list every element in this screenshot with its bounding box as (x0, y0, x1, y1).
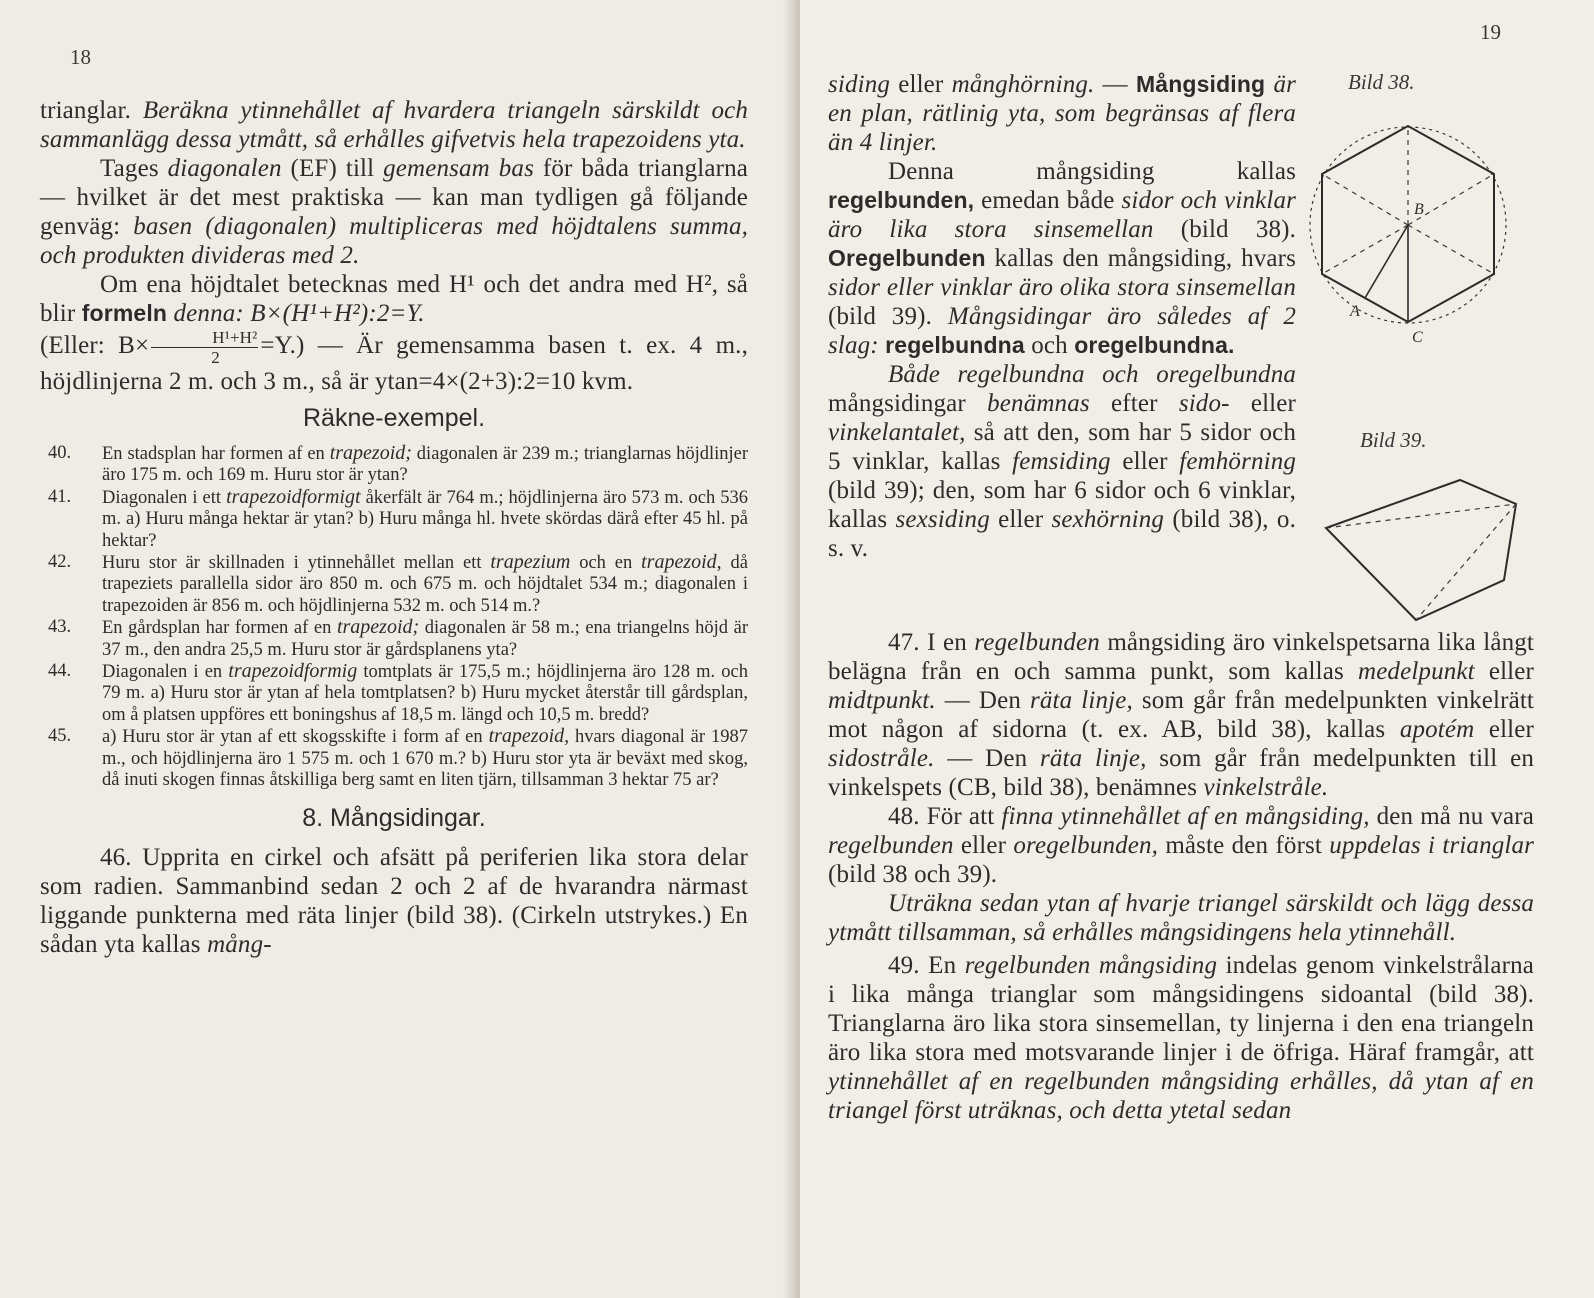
text-run: så att den, som har 5 sidor och 5 vinklar, kallas (828, 419, 1296, 475)
text-run-italic: sidostråle. (828, 745, 935, 772)
text-run: En gårdsplan har formen af en (102, 618, 337, 639)
figure-39-pentagon (1320, 470, 1540, 630)
text-run: eller (989, 506, 1052, 533)
text-run-italic: sido- (1178, 390, 1230, 417)
text-run: åkerfält är 764 m.; höjdlinjerna äro 573 m. och 536 m. a) Huru många hektar är ytan? b) Huru många hl. hvete skördas därå efter 45 hl. på hektar? (102, 487, 748, 551)
text-run: (EF) till (281, 155, 384, 182)
text-run-bold: Oregelbunden (828, 245, 986, 271)
apothem-AB (1365, 225, 1408, 298)
figure-38-hexagon (1290, 110, 1530, 350)
text-run-italic: sidor eller vinklar äro olika stora sinsemellan (828, 274, 1296, 301)
paragraph-regular (828, 157, 1296, 360)
text-run: =Y.) — Är gemensamma basen t. ex. 4 m., höjdlinjerna 2 m. och 3 m., så är ytan=4×(2+3):2=10 kvm. (40, 332, 748, 395)
text-run: och en (570, 553, 642, 574)
text-run: — Den (934, 745, 1040, 772)
text-run-italic: trapezoidformig (228, 660, 358, 683)
text-run-italic: femhörning (1179, 448, 1296, 475)
text-run-italic: medelpunkt (1357, 658, 1475, 685)
text-run-italic: trapezoid; (336, 616, 420, 639)
text-run-italic: räta linje, (1030, 687, 1133, 714)
exercise-item (40, 487, 748, 552)
paragraph-48-rule: Uträkna sedan ytan af hvarje triangel särskildt och lägg dessa ytmått tillsamman, så erhålles mångsidingens hela ytinnehåll. (828, 890, 1534, 946)
text-run-italic: apotém (1399, 716, 1475, 743)
exercise-number: 41. (48, 486, 72, 507)
right-page-text-wide (828, 628, 1534, 1125)
text-run: hvars diagonal är 1987 m., och höjdlinjerna äro 1 575 m. och 1 670 m.? b) Huru stor yta är beväxt med skog, då inuti skogen finnas åtskilliga berg samt en liten tjärn, tillsamman 3 hektar 75 ar? (102, 727, 748, 791)
exercise-list (40, 443, 748, 792)
text-run: efter (1089, 390, 1179, 417)
page-number-left: 18 (70, 45, 91, 69)
text-run: som går från medelpunkten vinkelrätt mot någon af sidorna (t. ex. AB, bild 38), kallas (828, 687, 1535, 743)
text-run: En stadsplan har formen af en (102, 444, 330, 464)
heading-exercises: Räkne-exempel. (302, 404, 486, 432)
text-run-italic: trapezoid, (488, 725, 570, 748)
text-run: den må nu vara (1369, 803, 1534, 830)
formula-text: denna: B×(H¹+H²):2=Y. (167, 300, 425, 327)
text-run-italic: finna ytinnehållet af en mångsiding, (1001, 803, 1370, 830)
exercise-item (40, 443, 748, 487)
text-run: Tages (100, 155, 168, 182)
text-run: (bild 38), o. s. v. (828, 506, 1296, 562)
pentagon-outline (1326, 480, 1516, 620)
fraction-numerator: H¹+H² (151, 328, 258, 348)
text-run: trianglar. (40, 97, 143, 124)
text-run-italic: trapezium (490, 551, 571, 574)
exercise-item (40, 726, 748, 791)
paragraph-intro (40, 96, 748, 154)
exercise-number: 45. (48, 726, 72, 747)
text-run: eller (1229, 390, 1297, 417)
heading-section: 8. Mångsidingar. (302, 803, 486, 832)
paragraph-diagonal (40, 154, 748, 270)
text-run: — (1094, 71, 1136, 98)
text-run-italic: Mångsidingar äro således af 2 slag: (828, 303, 1296, 359)
left-page-text (40, 96, 748, 959)
paragraph-naming (828, 360, 1296, 563)
text-run-italic: vinkelstråle. (1203, 774, 1329, 801)
text-run-bold: regelbunden, (828, 187, 975, 213)
fraction (151, 328, 258, 367)
text-run: (bild 39); den, som har 6 sidor och 6 vinklar, kallas (828, 477, 1296, 533)
text-run: måste den först (1158, 832, 1330, 859)
text-run: emedan både (974, 187, 1122, 214)
exercise-item (40, 661, 748, 726)
text-run: Denna mångsiding kallas (888, 158, 1296, 185)
paragraph-46 (40, 843, 748, 959)
text-run: 46. Upprita en cirkel och afsätt på periferien lika stora delar som radien. Sammanbind sedan 2 och 2 af de hvarandra närmast liggande punkterna med räta linjer (bild 38). (Cirkeln utstrykes.) En sådan yta kallas (40, 843, 748, 958)
figure-39-caption: Bild 39. (1360, 428, 1427, 452)
text-run-italic: femsiding (1012, 448, 1111, 475)
exercise-number: 40. (48, 443, 72, 463)
text-run-italic: trapezoidformigt (226, 485, 361, 508)
text-run-italic: sidor och vinklar äro lika stora sinsemellan (828, 187, 1296, 243)
text-run-bold: Mångsiding (1135, 71, 1266, 97)
text-run: 49. En (888, 952, 965, 979)
text-run-italic: sexhörning (1051, 506, 1165, 533)
text-run: Diagonalen i en (102, 662, 229, 683)
text-run-italic: Både regelbundna och oregelbundna (888, 361, 1296, 388)
text-run-italic: basen (diagonalen) multipliceras med höjdtalens summa, och produkten divideras med 2. (40, 213, 748, 269)
text-run: eller (1474, 658, 1534, 685)
right-page-text-narrow (828, 70, 1296, 563)
text-run: (Eller: B× (40, 332, 150, 360)
exercise-item (40, 552, 748, 617)
text-run: mångsiding äro vinkelspetsarna lika långt belägna från en och samma punkt, som kallas (828, 629, 1534, 685)
text-run-italic: oregelbunden, (1013, 832, 1159, 859)
paragraph-formula (40, 270, 748, 396)
text-run: Om ena höjdtalet betecknas med H¹ och det andra med H², så blir (40, 271, 748, 327)
text-run-bold: regelbundna (885, 332, 1025, 358)
exercise-number: 43. (48, 617, 72, 638)
text-run: 48. För att (888, 803, 1002, 830)
left-page (0, 0, 792, 1298)
text-run: diagonalen är 239 m.; trianglarnas höjdlinjer äro 175 m. och 169 m. Huru stor är ytan? (102, 444, 749, 486)
text-run-italic: månghörning. (951, 71, 1095, 98)
text-run: tomtplats är 175,5 m.; höjdlinjerna äro 128 m. och 79 m. a) Huru stor är ytan af hela tomtplatsen? b) Huru mycket återstår till gårdsplan, om å platsen uppföres ett boningshus af 18,5 m. längd och 10,5 m. bredd? (102, 662, 748, 725)
text-run-italic: trapezoid; (329, 442, 412, 464)
label-C: C (1412, 329, 1423, 346)
text-run-italic: regelbunden mångsiding (964, 952, 1218, 979)
paragraph-48 (828, 802, 1534, 889)
text-run-italic: benämnas (987, 390, 1090, 417)
text-run-italic: är en plan, rätlinig yta, som begränsas af flera än 4 linjer. (828, 71, 1296, 156)
text-run-italic: gemensam bas (383, 155, 534, 182)
figure-38-caption: Bild 38. (1348, 70, 1415, 94)
fraction-denominator: 2 (211, 348, 220, 367)
text-run: eller (1474, 716, 1534, 743)
text-run: (bild 38 och 39). (828, 861, 998, 888)
text-run: kallas den mångsiding, hvars (985, 245, 1296, 272)
text-run: och (1024, 332, 1075, 359)
text-run-italic: räta linje, (1039, 745, 1147, 772)
text-run-italic: sexsiding (895, 506, 990, 533)
text-run-italic: uppdelas i trianglar (1329, 832, 1534, 859)
text-run: Diagonalen i ett (102, 487, 227, 508)
text-run: 47. I en (888, 629, 975, 656)
text-run-italic: diagonalen (167, 155, 282, 182)
text-run: a) Huru stor är ytan af ett skogsskifte i form af en (102, 727, 489, 748)
text-run: för båda trianglarna — hvilket är det mest praktiska — kan man tydligen gå följande genväg: (40, 155, 748, 240)
text-run: indelas genom vinkelstrålarna i lika många trianglar som mångsidingens sidoantal (bild 38). Trianglarna äro lika stora sinsemellan, ty linjerna i den ena triangeln äro lika stora med motsvarande linjer i de öfriga. Häraf framgår, att (828, 952, 1534, 1066)
text-run-italic: mång- (207, 930, 272, 958)
text-run-italic: ytinnehållet af en regelbunden mångsiding erhålles, då ytan af en triangel först uträknas, och detta ytetal sedan (828, 1068, 1534, 1124)
text-run-italic: regelbunden (974, 629, 1100, 656)
text-run: eller (890, 71, 952, 98)
right-page (800, 0, 1594, 1298)
text-run: Huru stor är skillnaden i ytinnehållet mellan ett (102, 553, 491, 574)
label-A: A (1350, 303, 1360, 320)
paragraph-definition (828, 70, 1296, 157)
page-number-right: 19 (1480, 20, 1501, 44)
text-run: eller (953, 832, 1014, 859)
pentagon-diagonals (1326, 504, 1516, 620)
text-run: eller (1110, 448, 1180, 475)
text-run: (bild 38). (1153, 216, 1296, 243)
text-run-italic: siding (828, 71, 891, 98)
paragraph-47 (828, 628, 1534, 802)
text-run-italic: vinkelantalet, (828, 419, 966, 446)
text-run: som går från medelpunkten till en vinkelspets (CB, bild 38), benämnes (828, 745, 1535, 801)
text-run-italic: midtpunkt. (828, 687, 936, 714)
text-run-bold: oregelbundna. (1074, 332, 1235, 358)
text-run: diagonalen är 58 m.; ena triangelns höjd är 37 m., den andra 25,5 m. Huru stor är gårdsplanens yta? (102, 618, 749, 660)
text-run: (bild 39). (828, 303, 948, 330)
label-B: B (1414, 201, 1424, 218)
text-run-bold: formeln (81, 300, 168, 326)
text-run-italic: regelbunden (828, 832, 954, 859)
text-run: — Den (935, 687, 1031, 714)
exercise-number: 42. (48, 552, 72, 573)
exercise-item (40, 617, 748, 661)
text-run: mångsidingar (828, 390, 988, 417)
paragraph-49 (828, 951, 1534, 1125)
text-run: då trapeziets parallella sidor äro 850 m. och 675 m. och höjdtalet 534 m.; diagonalen i trapezoiden är 856 m. och höjdlinjerna 532 m. och 514 m.? (102, 553, 748, 616)
text-run-italic: trapezoid, (641, 551, 722, 574)
exercise-number: 44. (48, 661, 72, 682)
text-run-italic: Beräkna ytinnehållet af hvardera triangeln särskildt och sammanlägg dessa ytmått, så erhålles gifvetvis hela trapezoidens yta. (40, 97, 748, 153)
